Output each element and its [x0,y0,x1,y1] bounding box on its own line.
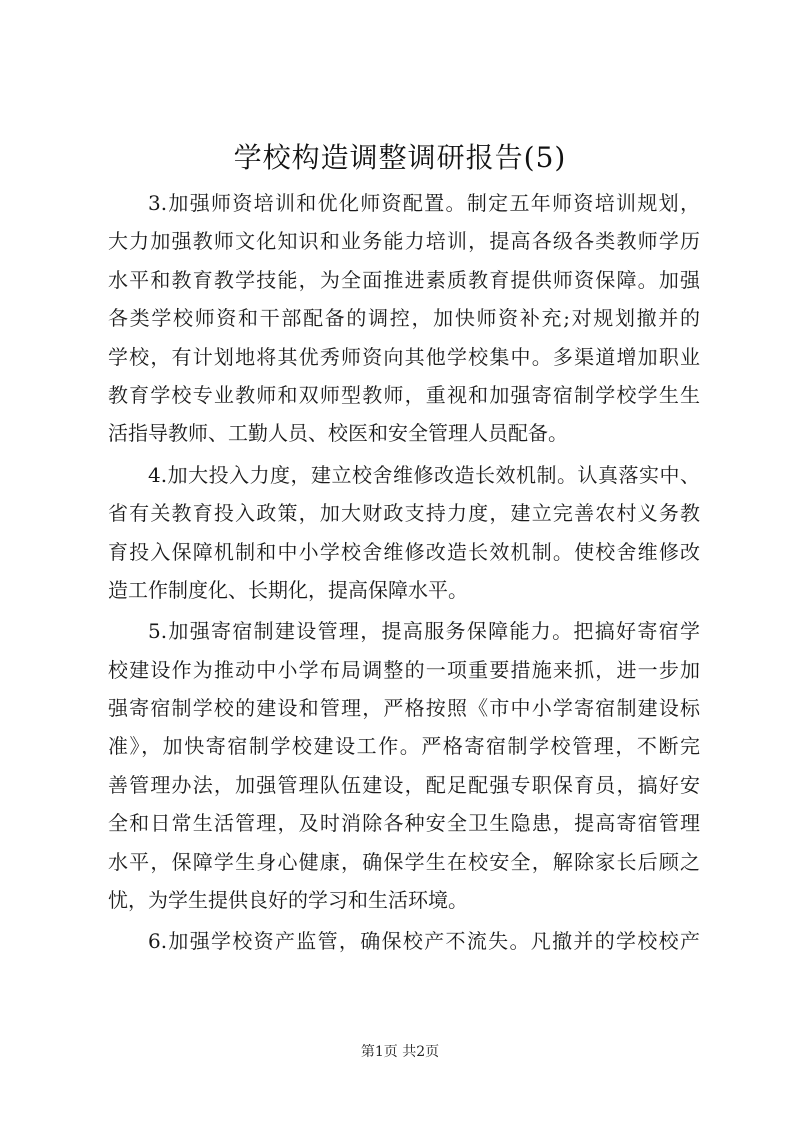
paragraph-line: 3.加强师资培训和优化师资配置。制定五年师资培训规划， [148,191,700,215]
paragraph-4 [108,456,700,610]
paragraph-line: 教育学校专业教师和双师型教师，重视和加强寄宿制学校学生生 [108,382,700,407]
paragraph-line: 各类学校师资和干部配备的调控，加快师资补充;对规划撤并的 [108,306,700,331]
paragraph-line: 5.加强寄宿制建设管理，提高服务保障能力。把搞好寄宿学 [148,619,700,644]
paragraph-line: 4.加大投入力度，建立校舍维修改造长效机制。认真落实中、 [148,462,700,487]
paragraph-line: 准》，加快寄宿制学校建设工作。严格寄宿制学校管理，不断完 [108,734,700,759]
page-title: 学校构造调整调研报告(5) [233,141,567,174]
paragraph-line: 校建设作为推动中小学布局调整的一项重要措施来抓，进一步加 [108,657,700,682]
paragraph-line: 育投入保障机制和中小学校舍维修改造长效机制。使校舍维修改 [108,539,700,564]
paragraph-line: 学校，有计划地将其优秀师资向其他学校集中。多渠道增加职业 [108,344,700,369]
paragraph-line: 忧，为学生提供良好的学习和生活环境。 [108,888,468,913]
paragraph-line: 造工作制度化、长期化，提高保障水平。 [108,577,468,602]
paragraph-line: 水平和教育教学技能，为全面推进素质教育提供师资保障。加强 [108,267,700,292]
paragraph-line: 全和日常生活管理，及时消除各种安全卫生隐患，提高寄宿管理 [108,811,700,836]
paragraph-line: 善管理办法，加强管理队伍建设，配足配强专职保育员，搞好安 [108,772,700,797]
paragraph-line: 6.加强学校资产监管，确保校产不流失。凡撤并的学校校产 [148,929,700,954]
paragraph-6 [108,922,700,960]
paragraph-line: 大力加强教师文化知识和业务能力培训，提高各级各类教师学历 [108,229,700,254]
paragraph-3 [108,184,700,453]
paragraph-line: 水平，保障学生身心健康，确保学生在校安全，解除家长后顾之 [108,849,700,874]
paragraph-line: 强寄宿制学校的建设和管理，严格按照《市中小学寄宿制建设标 [108,696,700,721]
page-footer: 第1页 共2页 [360,1044,440,1060]
paragraph-5 [108,612,700,919]
paragraph-line: 活指导教师、工勤人员、校医和安全管理人员配备。 [108,421,568,446]
document-body [108,184,700,961]
paragraph-line: 省有关教育投入政策，加大财政支持力度，建立完善农村义务教 [108,501,700,526]
